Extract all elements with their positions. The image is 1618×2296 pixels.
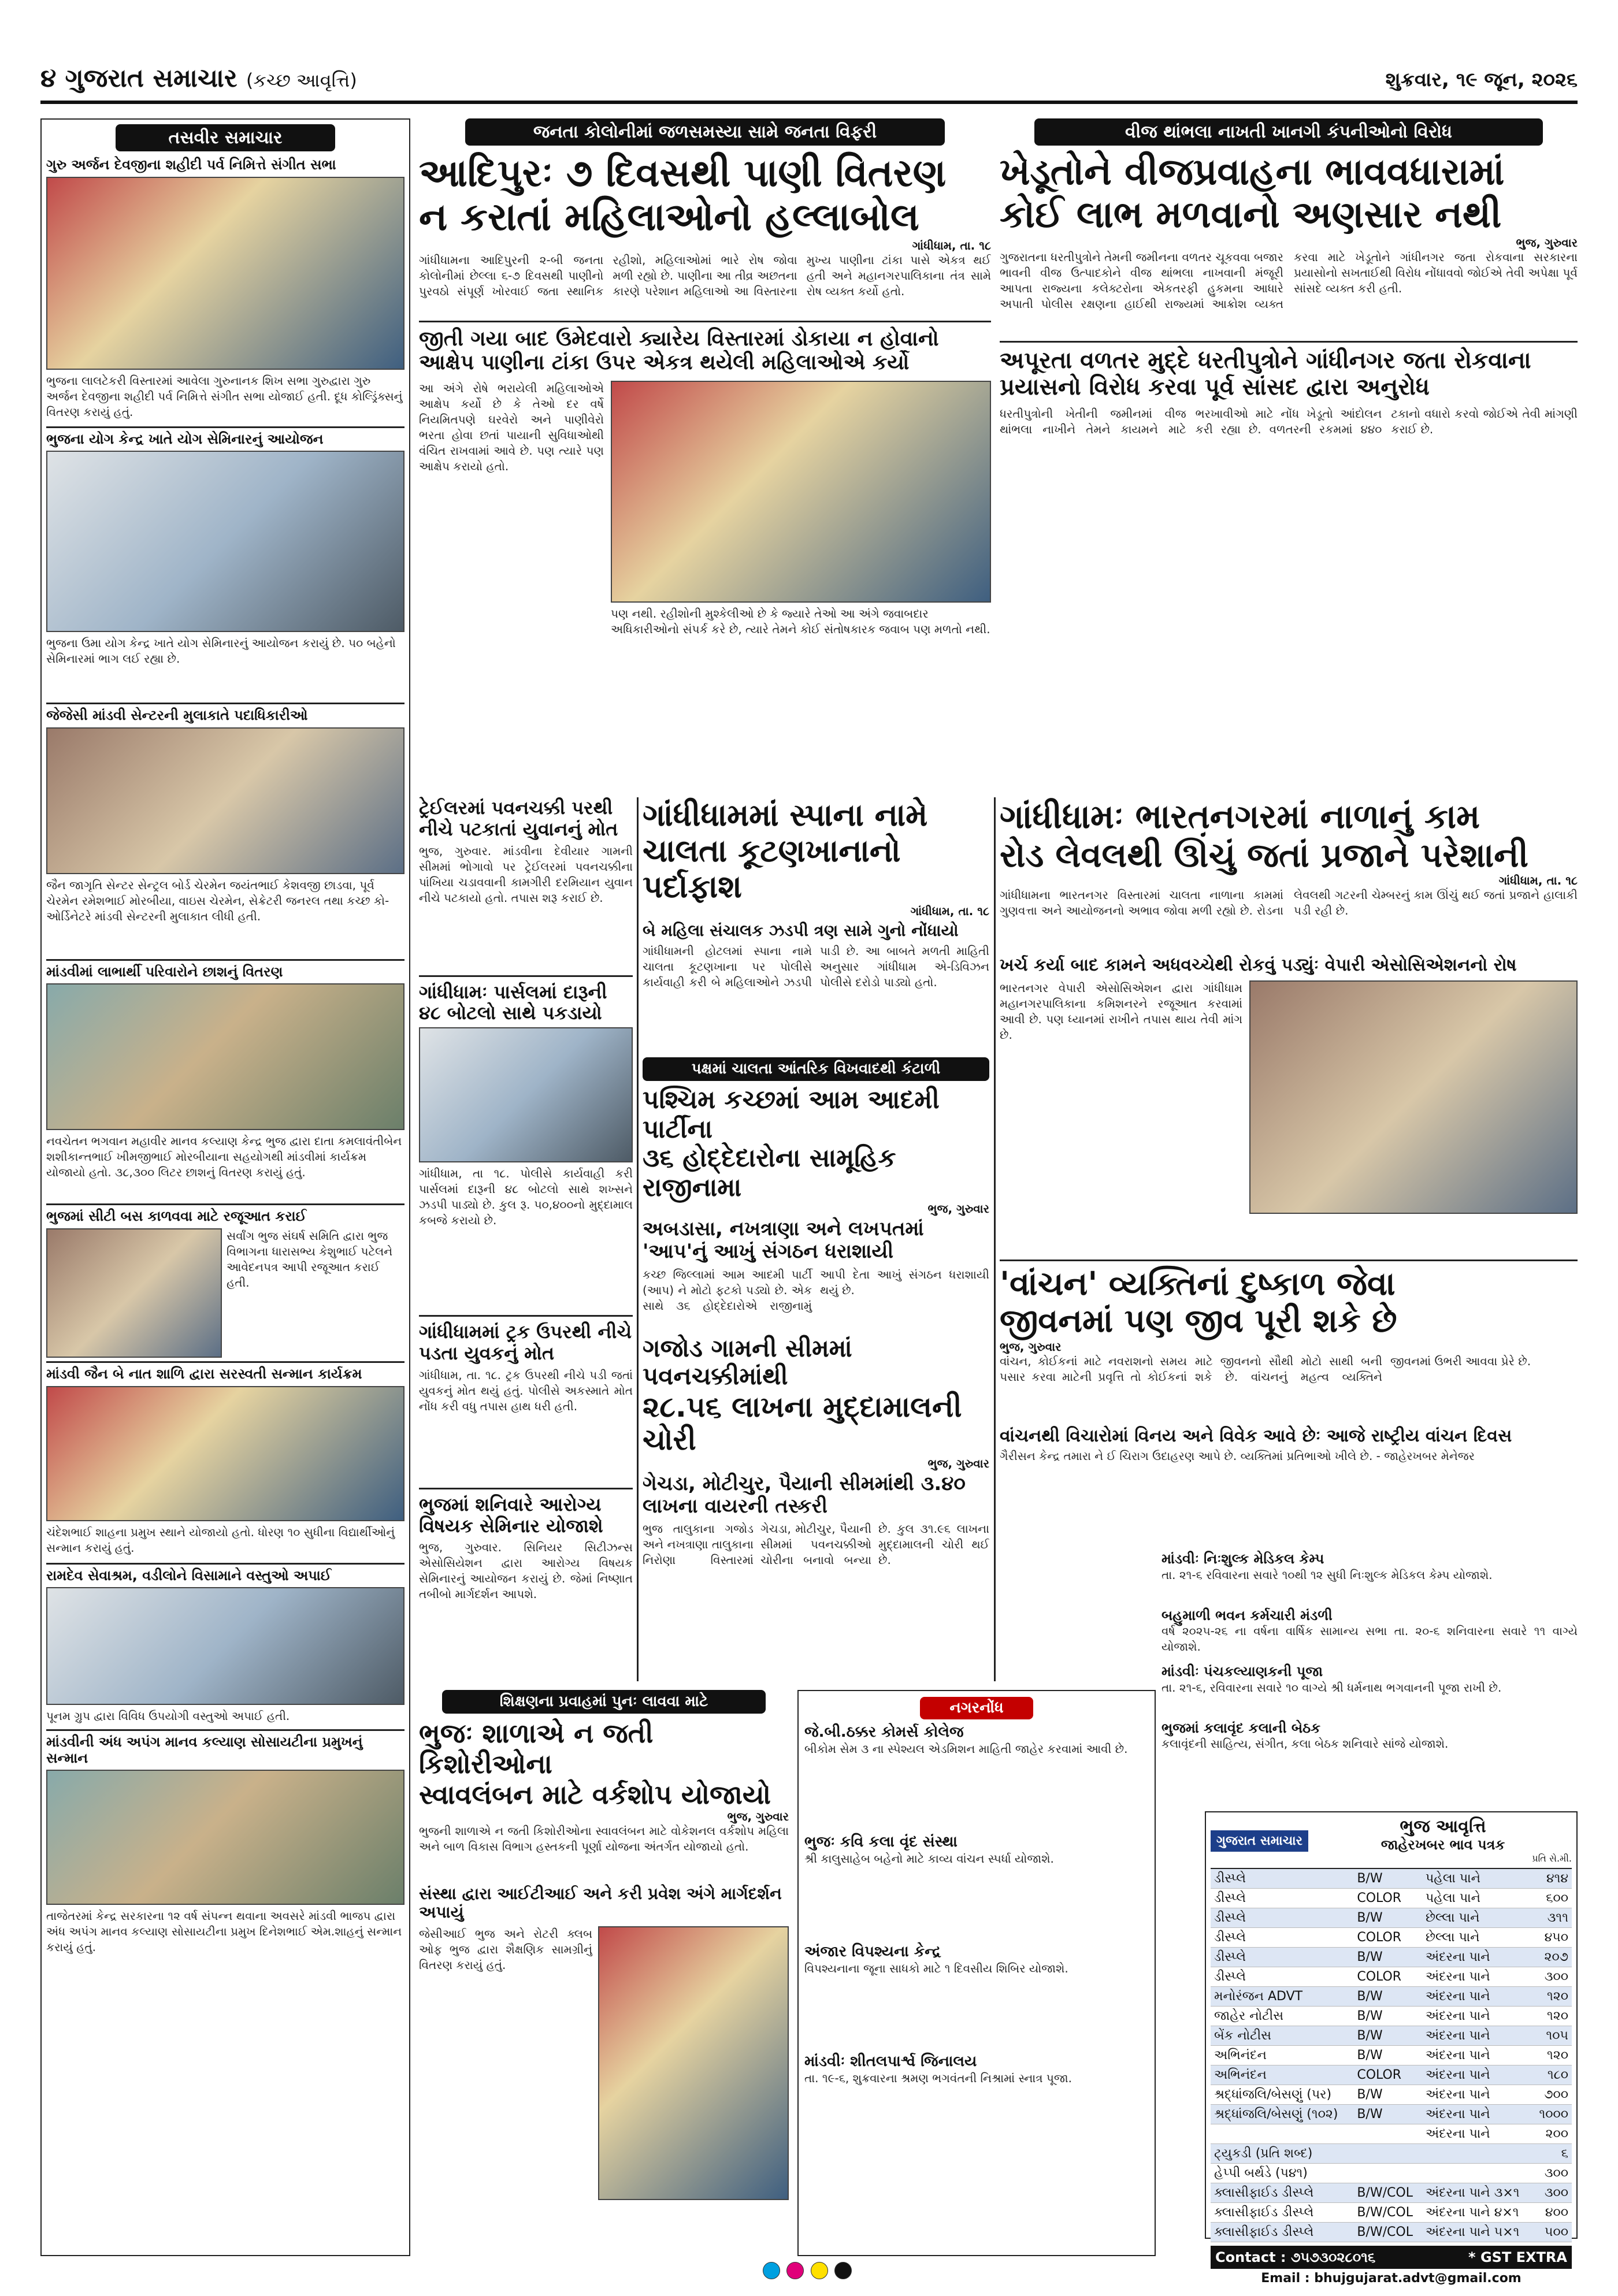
cyan-mark — [763, 2262, 780, 2279]
masthead — [40, 64, 1578, 104]
photo-item — [46, 708, 404, 956]
rate-type — [1211, 2124, 1353, 2144]
story-kicker: પક્ષમાં ચાલતા આંતરિક વિખવાદથી કંટાળી — [643, 1057, 989, 1081]
right-notes — [1161, 1551, 1578, 1805]
photo-caption: તાજેતરમાં કેન્દ્ર સરકારના ૧૨ વર્ષ સંપન્ન થવાના અવસરે માંડવી ભાજપ દ્વારા અંધ અપંગ માનવ કલ્યાણ સોસાયટીના પ્રમુખ દિનેશભાઈ એમ.શાહનું સન્માન કરાયું હતું. — [46, 1909, 402, 1955]
dateline: ગાંધીધામ, તા. ૧૮ — [912, 238, 991, 252]
story-headline: ભુજમાં શનિવારે આરોગ્ય વિષયક સેમિનાર યોજાશે — [419, 1493, 603, 1537]
rate-page: અંદરના પાને — [1422, 2026, 1532, 2046]
rate-row — [1211, 1908, 1572, 1928]
rate-row — [1211, 1967, 1572, 1987]
ad-paper-logo: ગુજરાત સમાચાર — [1211, 1830, 1308, 1852]
photo-caption: ચંદેશભાઈ શાહના પ્રમુખ સ્થાને યોજાયો હતો. ધોરણ ૧૦ સુધીના વિદ્યાર્થીઓનું સન્માન કરાયું હતું. — [46, 1525, 395, 1555]
column-divider — [637, 797, 639, 1681]
story-body: ધરતીપુત્રોની ખેતીની જમીનમાં વીજ થાંભલા નાખીને તેમને કાયમને માટે ભરખાવીઓ માટે નોંધ ખેડૂતો આંદોલન કરી રહ્યા છે. વળતરની રકમમાં ૪૪૦ ટકાનો વધારો કરવો જોઈએ તેવી માંગણી કરાઈ છે. — [1000, 407, 1578, 437]
story-headline: ૩૬ હોદ્દેદારોના સામૂહિક રાજીનામા — [643, 1143, 896, 1202]
rate-page: અંદરના પાને — [1422, 2065, 1532, 2085]
note-text: શ્રી કાલુસાહેબ બહેનો માટે કાવ્ય વાંચન સ્પર્ધા યોજાશે. — [804, 1851, 1054, 1866]
rate-row — [1211, 2065, 1572, 2085]
story-headline: ૨૮.૫૬ લાખના મુદ્દામાલની ચોરી — [643, 1390, 962, 1457]
note-text: તા. ૧૯-૬, શુક્રવારના શ્રમણ ભગવંતની નિશ્રામાં સ્નાત્ર પૂજા. — [804, 2071, 1072, 2085]
rate-mode: B/W/COL — [1353, 2223, 1422, 2242]
story-subhead: ગેચડા, મોટીચુર, પૈયાની સીમમાંથી ૩.૪૦ લાખના વાયરની તસ્કરી — [643, 1472, 966, 1518]
rate-price: ૧૦૦૦ — [1532, 2105, 1572, 2124]
rate-row — [1211, 2124, 1572, 2144]
rate-row — [1211, 2183, 1572, 2203]
rate-mode — [1353, 2144, 1422, 2164]
rate-type: ક્લાસીફાઈડ ડીસ્પ્લે — [1211, 2223, 1353, 2242]
story-headline: ગજોડ ગામની સીમમાં પવનચક્કીમાંથી — [643, 1334, 852, 1391]
photo-caption: ભુજના ઉમા યોગ કેન્દ્ર ખાતે યોગ સેમિનારનું આયોજન કરાયું છે. ૫૦ બહેનો સેમિનારમાં ભાગ લઈ રહ્યા છે. — [46, 636, 396, 666]
story-headline: ભુજઃ શાળાએ ન જતી કિશોરીઓના — [419, 1718, 654, 1779]
rate-mode: B/W/COL — [1353, 2183, 1422, 2203]
rate-price: ૩૦૦ — [1532, 1967, 1572, 1987]
story-body: ભુજ તાલુકાના ગજોડ અને નખત્રાણા તાલુકાના નિરોણા વિસ્તારમાં ગેચડા, મોટીચુર, પૈયાની સીમમાં પવનચક્કીઓ ચોરીના બનાવો બન્યા છે. કુલ ૩૧.૯૬ લાખના મુદ્દામાલની ચોરી થઈ છે. — [643, 1521, 989, 1567]
rate-page: અંદરના પાને — [1422, 2105, 1532, 2124]
rate-mode: COLOR — [1353, 1889, 1422, 1908]
story-subhead: અપૂરતા વળતર મુદ્દે ધરતીપુત્રોને ગાંધીનગર જતા રોકવાના પ્રયાસનો વિરોધ કરવા પૂર્વ સાંસદ દ્વારા અનુરોધ — [1000, 347, 1531, 401]
story-kicker: શિક્ષણના પ્રવાહમાં પુનઃ લાવવા માટે — [442, 1690, 766, 1714]
rate-price: ૧૨૦ — [1532, 1987, 1572, 2007]
photo-item — [46, 1366, 404, 1559]
note-text: કલાવૃંદની સાહિત્ય, સંગીત, કલા બેઠક શનિવારે સાંજે યોજાશે. — [1161, 1737, 1449, 1751]
story-photo — [598, 1926, 789, 2200]
left-photo-column — [40, 118, 410, 2256]
photo — [46, 1228, 222, 1358]
edition-label: (કચ્છ આવૃત્તિ) — [246, 69, 357, 91]
photo-item-title: રામદેવ સેવાશ્રમ, વડીલોને વિસામાને વસ્તુઓ અપાઈ — [46, 1567, 332, 1584]
note-title: માંડવીઃ શીતલપાર્શ્વ જિનાલય — [804, 2052, 977, 2070]
story-headline: સ્વાવલંબન માટે વર્કશોપ યોજાયો — [419, 1778, 771, 1810]
rate-page: અંદરના પાને — [1422, 1948, 1532, 1967]
photo-item — [46, 1568, 404, 1726]
story-body: આ અંગે રોષે ભરાયેલી મહિલાઓએ આક્ષેપ કર્યો છે કે તેઓ દર વર્ષે નિયમિતપણે ઘરવેરો અને પાણીવેરો ભરતા હોવા છતાં પાયાની સુવિધાઓથી વંચિત રાખવામાં આવે છે. પણ ત્યારે પણ આક્ષેપ કરાયો હતો. — [419, 381, 604, 473]
photo-caption: પણ નથી. રહીશોની મુશ્કેલીઓ છે કે જ્યારે તેઓ આ અંગે જવાબદાર અધિકારીઓનો સંપર્ક કરે છે, ત્યારે તેમને કોઈ સંતોષકારક જવાબ પણ મળતો નથી. — [611, 606, 990, 636]
divider — [419, 321, 991, 322]
rate-mode: B/W — [1353, 2046, 1422, 2065]
dateline: ભુજ, ગુરુવાર — [1000, 1339, 1062, 1354]
rate-price: ૨૦૭ — [1532, 1948, 1572, 1967]
story-body: ગાંધીધામની હોટલમાં સ્પાના નામે ચાલતા કૂટણખાના પર પોલીસે કાર્યવાહી કરી બે મહિલાઓને ઝડપી પાડી છે. આ બાબતે મળતી માહિતી અનુસાર ગાંધીધામ એ-ડિવિઝન પોલીસે દરોડો પાડ્યો હતો. — [643, 944, 989, 990]
rate-mode — [1353, 2124, 1422, 2144]
rate-page: પહેલા પાને — [1422, 1869, 1532, 1889]
magenta-mark — [786, 2262, 804, 2279]
rate-table — [1211, 1869, 1572, 2242]
bharatnagar-story — [1000, 797, 1578, 1254]
rate-mode: B/W/COL — [1353, 2203, 1422, 2223]
photo-caption: પૂનમ ગ્રુપ દ્વારા વિવિધ ઉપયોગી વસ્તુઓ અપાઈ હતી. — [46, 1709, 290, 1723]
photo-item-title: માંડવીની અંધ અપંગ માનવ કલ્યાણ સોસાયટીના પ્રમુખનું સન્માન — [46, 1734, 363, 1766]
story-kicker: જનતા કોલોનીમાં જળસમસ્યા સામે જનતા વિફરી — [465, 118, 945, 146]
photo-item-title: જેજેસી માંડવી સેન્ટરની મુલાકાતે પદાધિકારીઓ — [46, 707, 308, 724]
gst-note: * GST EXTRA — [1468, 2249, 1567, 2266]
rate-type: ડીસ્પ્લે — [1211, 1928, 1353, 1948]
story-headline: ચાલતા કૂટણખાનાનો પર્દાફાશ — [643, 833, 901, 905]
photo-caption: ભુજના લાલટેકરી વિસ્તારમાં આવેલા ગુરુનાનક શિખ સભા ગુરુદ્વારા ગુરુ અર્જન દેવજીના શહીદી પર્વ નિમિત્તે સંગીત સભા યોજાઈ હતી. દૂધ કોલ્ડ્રિંક્સનું વિતરણ કરાયું હતું. — [46, 373, 403, 419]
rate-page: અંદરના પાને — [1422, 1987, 1532, 2007]
story-body: ગાંધીધામના ભારતનગર વિસ્તારમાં ચાલતા નાળાના કામમાં ગુણવત્તા અને આયોજનનો અભાવ જોવા મળી રહ્યો છે. રોડના લેવલથી ગટરની ચેમ્બરનું કામ ઊંચું થઈ જતાં પ્રજાને હાલાકી પડી રહી છે. — [1000, 888, 1578, 918]
story-body: ભુજની શાળાએ ન જતી કિશોરીઓના સ્વાવલંબન માટે વોકેશનલ વર્કશોપ મહિલા અને બાળ વિકાસ વિભાગ હસ્તકની પૂર્ણા યોજના અંતર્ગત યોજાયો હતો. — [419, 1823, 789, 1853]
photo — [46, 451, 404, 632]
rate-price: ૫૦૦ — [1532, 2223, 1572, 2242]
rate-type: ડીસ્પ્લે — [1211, 1869, 1353, 1889]
story-headline: પશ્ચિમ કચ્છમાં આમ આદમી પાર્ટીના — [643, 1085, 940, 1144]
story-body: જેસીઆઈ ભુજ અને રોટરી ક્લબ ઓફ ભુજ દ્વારા શૈક્ષણિક સામગ્રીનું વિતરણ કરાયું હતું. — [419, 1927, 592, 1972]
rate-type: અભિનંદન — [1211, 2065, 1353, 2085]
story-subhead: બે મહિલા સંચાલક ઝડપી ત્રણ સામે ગુનો નોંધાયો — [643, 921, 959, 941]
rate-type: ક્લાસીફાઈડ ડીસ્પ્લે — [1211, 2183, 1353, 2203]
photo-item-title: ભુજના યોગ કેન્દ્ર ખાતે યોગ સેમિનારનું આયોજન — [46, 430, 324, 447]
note-title: અંજાર વિપશ્યના કેન્દ્ર — [804, 1942, 941, 1960]
small-stories-column — [419, 797, 633, 1681]
note-text: વર્ષ ૨૦૨૫-૨૬ ના વર્ષના વાર્ષિક સામાન્ય સભા તા. ૨૦-૬ શનિવારના સવારે ૧૧ વાગ્યે યોજાશે. — [1161, 1624, 1578, 1654]
story-subhead: અબડાસા, નખત્રાણા અને લખપતમાં 'આપ'નું આખું સંગઠન ધરાશાયી — [643, 1217, 924, 1264]
note-title: ભુજમાં કલાવૃંદ કલાની બેઠક — [1161, 1719, 1321, 1736]
divider — [419, 1315, 633, 1317]
reading-day-story — [1000, 1260, 1578, 1543]
photo — [46, 1587, 404, 1705]
story-headline: રોડ લેવલથી ઊંચું જતાં પ્રજાને પરેશાની — [1000, 835, 1528, 875]
divider — [46, 1563, 404, 1565]
story-headline: ગાંધીધામમાં ટ્રક ઉપરથી નીચે પડતા યુવકનું મોત — [419, 1321, 632, 1364]
story-body: ભુજ, ગુરુવાર. માંડવીના દેવીયાર ગામની સીમમાં ભોગાવો પર ટ્રેઈલરમાં પવનચક્કીના પાંખિયા ચડાવવાની કામગીરી દરમિયાન યુવાન નીચે પટકાયો હતો. તપાસ શરૂ કરાઈ છે. — [419, 844, 633, 905]
dateline: ભુજ, ગુરુવાર — [927, 1202, 989, 1216]
rate-price: ૪૦૦ — [1532, 2203, 1572, 2223]
print-registration-bar — [40, 2262, 1578, 2285]
story-subhead: સંસ્થા દ્વારા આઈટીઆઈ અને કરી પ્રવેશ અંગે માર્ગદર્શન અપાયું — [419, 1883, 782, 1922]
column-divider — [994, 797, 996, 1681]
rate-row — [1211, 1889, 1572, 1908]
story-headline: ટ્રેઈલરમાં પવનચક્કી પરથી નીચે પટકાતાં યુવાનનું મોત — [419, 797, 618, 840]
black-mark — [834, 2262, 852, 2279]
story-headline: જીવનમાં પણ જીવ પૂરી શકે છે — [1000, 1302, 1397, 1340]
photo — [46, 983, 404, 1130]
note-text: તા. ૨૧-૬, રવિવારના સવારે ૧૦ વાગ્યે શ્રી ધર્મનાથ ભગવાનની પૂજા રાખી છે. — [1161, 1680, 1502, 1695]
dateline: ગાંધીધામ, તા. ૧૮ — [910, 904, 989, 919]
windmill-theft-story — [643, 1335, 989, 1681]
rate-mode: B/W — [1353, 1869, 1422, 1889]
story-photo — [1249, 980, 1578, 1214]
story-headline: ગાંધીધામઃ પાર્સલમાં દારૂની ૪૮ બોટલો સાથે પકડાયો — [419, 980, 607, 1024]
aap-story — [643, 1057, 989, 1329]
divider — [1000, 1260, 1578, 1261]
ad-rate-card — [1205, 1811, 1578, 2286]
rate-type: ક્લાસીફાઈડ ડીસ્પ્લે — [1211, 2203, 1353, 2223]
photo — [46, 177, 404, 370]
note-title: માંડવીઃ નિઃશુલ્ક મેડિકલ કેમ્પ — [1161, 1551, 1324, 1567]
photo-item-title: માંડવીમાં લાભાર્થી પરિવારોને છાશનું વિતરણ — [46, 963, 283, 980]
story-kicker: વીજ થાંભલા નાખતી ખાનગી કંપનીઓનો વિરોધ — [1034, 118, 1543, 146]
rate-price: ૬ — [1532, 2144, 1572, 2164]
ad-rate-unit: પ્રતિ સે.મી. — [1532, 1853, 1572, 1864]
rate-price: ૬૦૦ — [1532, 1889, 1572, 1908]
rate-mode: B/W — [1353, 2007, 1422, 2026]
story-body: ભારતનગર વેપારી એસોસિએશન દ્વારા ગાંધીધામ મહાનગરપાલિકાના કમિશનરને રજૂઆત કરવામાં આવી છે. પણ ધ્યાનમાં રાખીને તપાસ થાય તેવી માંગ છે. — [1000, 980, 1242, 1042]
photo-item-title: ગુરુ અર્જન દેવજીના શહીદી પર્વ નિમિત્તે સંગીત સભા — [46, 157, 336, 173]
photo-caption: જૈન જાગૃતિ સેન્ટર સેન્ટ્રલ બોર્ડ ચેરમેન જયંતભાઈ કેશવજી છાડવા, પૂર્વ ચેરમેન રમેશભાઈ મોરબીયા, વાઇસ ચેરમેન, સેક્રેટરી જનરલ તથા કચ્છ કો-ઓર્ડિનેટરે માંડવી સેન્ટરની મુલાકાત લીધી હતી. — [46, 878, 389, 923]
rate-page: અંદરના પાને — [1422, 2085, 1532, 2105]
story-body: ગુજરાતના ધરતીપુત્રોને તેમની જમીનના વળતર ચૂકવવા બજાર ભાવની વીજ ઉત્પાદકોને વીજ થાંભલા નાખવાની મંજૂરી આપતા રાજ્યના કલેક્ટરોના એકતરફી હુકમના આધારે અપાતી પોલીસ રક્ષણના હાઈથી રાજ્યમાં આક્રોશ વ્યક્ત કરવા માટે ખેડૂતોને ગાંધીનગર જતા રોકવાના સરકારના પ્રયાસોનો સખતાઈથી વિરોધ નોંધાવવો જોઈએ તેવી અપેક્ષા પૂર્વ સાંસદે વ્યક્ત કરી હતી. — [1000, 250, 1578, 311]
contact-phone: ૭૫૭૩૦૨૮૦૧૬ — [1290, 2249, 1376, 2266]
dateline: ગાંધીધામ, તા. ૧૮ — [1498, 874, 1578, 888]
story-subhead: ખર્ચ કર્યા બાદ કામને અધવચ્ચેથી રોકવું પડ્યુંઃ વેપારી એસોસિએશનનો રોષ — [1000, 955, 1517, 976]
rate-page: પહેલા પાને — [1422, 1889, 1532, 1908]
divider — [46, 1203, 404, 1205]
photo-item — [46, 964, 404, 1201]
rate-price: ૩૧૧ — [1532, 1908, 1572, 1928]
photo-caption: નવચેતન ભગવાન મહાવીર માનવ કલ્યાણ કેન્દ્ર ભુજ દ્વારા દાતા કમલાવંતીબેન શશીકાન્તભાઈ ખીમજીભાઈ મોરબીયાના સહયોગથી માંડવીમાં કાર્યક્રમ યોજાયો હતો. ૩૮,૩૦૦ લિટર છાશનું વિતરણ કરાયું હતું. — [46, 1134, 402, 1180]
story-headline: 'વાંચન' વ્યક્તિનાં દુષ્કાળ જેવા — [1000, 1265, 1396, 1303]
rate-mode: COLOR — [1353, 1928, 1422, 1948]
masthead-logo-text: ૪ ગુજરાત સમાચાર — [40, 64, 237, 93]
rate-price: ૩૦૦ — [1532, 2164, 1572, 2183]
yellow-mark — [811, 2262, 828, 2279]
story-headline: ન કરાતાં મહિલાઓનો હલ્લાબોલ — [419, 194, 919, 239]
rate-page: અંદરના પાને ૫×૧ — [1422, 2223, 1532, 2242]
photo-item-title: ભુજમાં સીટી બસ કાળવવા માટે રજૂઆત કરાઈ — [46, 1208, 307, 1225]
rate-mode: B/W — [1353, 1987, 1422, 2007]
photo-item — [46, 157, 404, 423]
divider — [1000, 341, 1578, 343]
rate-type: બેંક નોટીસ — [1211, 2026, 1353, 2046]
photo — [46, 1770, 404, 1905]
rate-type: અભિનંદન — [1211, 2046, 1353, 2065]
rate-type: શ્રદ્ધાંજલિ/બેસણું (પર) — [1211, 2085, 1353, 2105]
rate-row — [1211, 1928, 1572, 1948]
rate-type: મનોરંજન ADVT — [1211, 1987, 1353, 2007]
rate-row — [1211, 2203, 1572, 2223]
rate-type: શ્રદ્ધાંજલિ/બેસણું (૧૦૨) — [1211, 2105, 1353, 2124]
photo-item — [46, 432, 404, 700]
water-story — [419, 118, 991, 789]
issue-date: શુક્રવાર, ૧૯ જૂન, ૨૦૨૬ — [1385, 68, 1578, 91]
story-body: ગાંધીધામ, તા. ૧૮. ટ્રક ઉપરથી નીચે પડી જતાં યુવકનું મોત થયું હતું. પોલીસે અકસ્માતે મોત નોંધ કરી વધુ તપાસ હાથ ધરી હતી. — [419, 1368, 633, 1413]
photo — [46, 1386, 404, 1521]
rate-mode: COLOR — [1353, 2065, 1422, 2085]
rate-price: ૭૦૦ — [1532, 2085, 1572, 2105]
story-headline: ખેડૂતોને વીજપ્રવાહના ભાવવધારામાં — [1000, 151, 1505, 194]
rate-row — [1211, 2046, 1572, 2065]
photo-item-title: માંડવી જૈન બે નાત શાળિ દ્વારા સરસ્વતી સન્માન કાર્યક્રમ — [46, 1365, 362, 1382]
rate-page — [1422, 2144, 1532, 2164]
dateline: ભુજ, ગુરુવાર — [727, 1809, 789, 1823]
rate-mode: B/W — [1353, 2026, 1422, 2046]
note-title: માંડવીઃ પંચકલ્યાણકની પૂજા — [1161, 1663, 1323, 1680]
rate-price: ૪૧૪ — [1532, 1869, 1572, 1889]
rate-page: અંદરના પાને ૩×૧ — [1422, 2183, 1532, 2203]
rate-row — [1211, 1869, 1572, 1889]
rate-row — [1211, 2085, 1572, 2105]
rate-page: અંદરના પાને — [1422, 2046, 1532, 2065]
story-headline: ગાંધીધામઃ ભારતનગરમાં નાળાનું કામ — [1000, 797, 1480, 836]
story-subhead: વાંચનથી વિચારોમાં વિનય અને વિવેક આવે છેઃ આજે રાષ્ટ્રીય વાંચન દિવસ — [1000, 1425, 1512, 1446]
rate-mode: B/W — [1353, 2105, 1422, 2124]
rate-price: ૧૨૦ — [1532, 2046, 1572, 2065]
rate-row — [1211, 2007, 1572, 2026]
dateline: ભુજ, ગુરુવાર — [927, 1456, 989, 1470]
rate-type: જાહેર નોટીસ — [1211, 2007, 1353, 2026]
rate-row — [1211, 2144, 1572, 2164]
workshop-story — [419, 1690, 789, 2256]
rate-page: છેલ્લા પાને — [1422, 1928, 1532, 1948]
photo-item — [46, 1209, 404, 1358]
story-photo — [611, 381, 991, 603]
divider — [46, 703, 404, 704]
story-photo — [419, 1027, 633, 1162]
rate-price: ૪૫૦ — [1532, 1928, 1572, 1948]
rate-mode: COLOR — [1353, 1967, 1422, 1987]
divider — [46, 1729, 404, 1731]
story-headline: કોઈ લાભ મળવાનો અણસાર નથી — [1000, 193, 1502, 236]
rate-mode: B/W — [1353, 1948, 1422, 1967]
story-subhead: જીતી ગયા બાદ ઉમેદવારો ક્યારેય વિસ્તારમાં ડોકાયા ન હોવાનો આક્ષેપ પાણીના ટાંકા ઉપર એકત્ર થયેલી મહિલાઓએ કર્યો — [419, 326, 939, 375]
rate-price: ૨૦૦ — [1532, 2124, 1572, 2144]
note-text: તા. ૨૧-૬ રવિવારના સવારે ૧૦થી ૧૨ સુધી નિઃશુલ્ક મેડિકલ કેમ્પ યોજાશે. — [1161, 1567, 1493, 1582]
rate-mode: B/W — [1353, 2085, 1422, 2105]
rate-page: અંદરના પાને ૪×૧ — [1422, 2203, 1532, 2223]
email-label: Email : — [1261, 2271, 1310, 2286]
story-headline: આદિપુરઃ ૭ દિવસથી પાણી વિતરણ — [419, 151, 947, 195]
spa-story — [643, 797, 989, 1052]
story-body: ભુજ, ગુરુવાર. સિનિયર સિટીઝન્સ એસોસિયેશન દ્વારા આરોગ્ય વિષયક સેમિનારનું આયોજન કરાયું છે. જેમાં નિષ્ણાત તબીબો માર્ગદર્શન આપશે. — [419, 1540, 633, 1602]
rate-type: હેપ્પી બર્થડે (પ૪૧) — [1211, 2164, 1353, 2183]
rate-row — [1211, 1948, 1572, 1967]
note-text: વિપશ્યનાના જૂના સાધકો માટે ૧ દિવસીય શિબિર યોજાશે. — [804, 1961, 1068, 1975]
contact-label: Contact : — [1215, 2249, 1286, 2266]
divider — [46, 1361, 404, 1363]
photo-caption: સર્વાંગ ભુજ સંઘર્ષ સમિતિ દ્વારા ભુજ વિભાગના ધારાસભ્ય કેશુભાઈ પટેલને આવેદનપત્ર આપી રજૂઆત કરાઈ હતી. — [227, 1228, 393, 1290]
divider — [46, 959, 404, 961]
rate-row — [1211, 2164, 1572, 2183]
story-body: ગૈરીસન કેન્દ્ર તમારા ને ઈ ચિરાગ ઉદાહરણ આપે છે. વ્યક્તિમાં પ્રતિભાઓ ખીલે છે. - જાહેરખબર મેનેજર — [1000, 1449, 1475, 1463]
rate-mode: B/W — [1353, 1908, 1422, 1928]
divider — [419, 1488, 633, 1489]
story-body: કચ્છ જિલ્લામાં આમ આદમી પાર્ટી (આપ) ને મોટો ફટકો પડ્યો છે. એક સાથે ૩૬ હોદ્દેદારોએ રાજીનામું આપી દેતા આખું સંગઠન ધરાશાયી થયું છે. — [643, 1267, 989, 1313]
story-body: ગાંધીધામ, તા ૧૮. પોલીસે કાર્યવાહી કરી પાર્સલમાં દારૂની ૪૮ બોટલો સાથે શખ્સને ઝડપી પાડ્યો છે. કુલ રૂ. ૫૦,૪૦૦નો મુદ્દામાલ કબજે કરાયો છે. — [419, 1166, 633, 1228]
story-body: ગાંધીધામના આદિપુરની ૨-બી જનતા કોલોનીમાં છેલ્લા ૬-૭ દિવસથી પાણીનો પુરવઠો સંપૂર્ણ ખોરવાઈ જતા સ્થાનિક રહીશો, મહિલાઓમાં ભારે રોષ જોવા મળી રહ્યો છે. પાણીના આ તીવ્ર અછતના કારણે પરેશાન મહિલાઓ આ વિસ્તારના મુખ્ય પાણીના ટાંકા પાસે એકત્ર થઈ હતી અને મહાનગરપાલિકાના તંત્ર સામે રોષ વ્યક્ત કર્યો હતો. — [419, 252, 991, 298]
rate-price: ૧૮૦ — [1532, 2065, 1572, 2085]
note-title: જે.બી.ઠક્કર કોમર્સ કોલેજ — [804, 1723, 964, 1741]
divider — [419, 975, 633, 977]
rate-row — [1211, 2105, 1572, 2124]
rate-price: ૧૨૦ — [1532, 2007, 1572, 2026]
rate-page: અંદરના પાને — [1422, 1967, 1532, 1987]
story-headline: ગાંધીધામમાં સ્પાના નામે — [643, 797, 928, 833]
story-body: વાંચન, કોઈકનાં માટે નવરાશનો સમય પસાર કરવા માટેની પ્રવૃત્તિ તો કોઈકનાં માટે જીવનનો સૌથી મોટો સાથી બની શકે છે. વાંચનનું મહત્વ વ્યક્તિને જીવનમાં ઉભરી આવવા પ્રેરે છે. — [1000, 1354, 1531, 1384]
rate-type: ડીસ્પ્લે — [1211, 1967, 1353, 1987]
rate-row — [1211, 2026, 1572, 2046]
rate-type: ડીસ્પ્લે — [1211, 1948, 1353, 1967]
rate-type: ડીસ્પ્લે — [1211, 1889, 1353, 1908]
divider — [46, 426, 404, 428]
rate-page: છેલ્લા પાને — [1422, 1908, 1532, 1928]
city-notes-title: નગરનોંધ — [920, 1697, 1033, 1719]
rate-row — [1211, 2223, 1572, 2242]
photo — [46, 727, 404, 874]
rate-type: ટ્યુકડી (પ્રતિ શબ્દ) — [1211, 2144, 1353, 2164]
rate-type: ડીસ્પ્લે — [1211, 1908, 1353, 1928]
rate-page — [1422, 2164, 1532, 2183]
rate-row — [1211, 1987, 1572, 2007]
photo-item — [46, 1734, 404, 1957]
rate-price: ૧૦૫ — [1532, 2026, 1572, 2046]
ad-edition-title: ભુજ આવૃત્તિ — [1400, 1816, 1486, 1837]
photo-news-bar: તસવીર સમાચાર — [116, 124, 335, 151]
rate-price: ૩૦૦ — [1532, 2183, 1572, 2203]
rate-mode — [1353, 2164, 1422, 2183]
note-title: બહુમાળી ભવન કર્મચારી મંડળી — [1161, 1607, 1333, 1623]
rate-page: અંદરના પાને — [1422, 2124, 1532, 2144]
note-text: બીકોમ સેમ ૩ ના સ્પેશ્યલ એડમિશન માહિતી જાહેર કરવામાં આવી છે. — [804, 1741, 1128, 1756]
farmers-story — [1000, 118, 1578, 789]
rate-page: અંદરના પાને — [1422, 2007, 1532, 2026]
masthead-logo — [40, 64, 357, 93]
email-address[interactable]: bhujgujarat.advt@gmail.com — [1314, 2271, 1521, 2286]
ad-rate-subtitle: જાહેરખબર ભાવ પત્રક — [1381, 1836, 1505, 1853]
note-title: ભુજઃ કવિ કલા વૃંદ સંસ્થા — [804, 1833, 958, 1851]
city-notes — [797, 1690, 1156, 2256]
dateline: ભુજ, ગુરુવાર — [1516, 236, 1578, 250]
